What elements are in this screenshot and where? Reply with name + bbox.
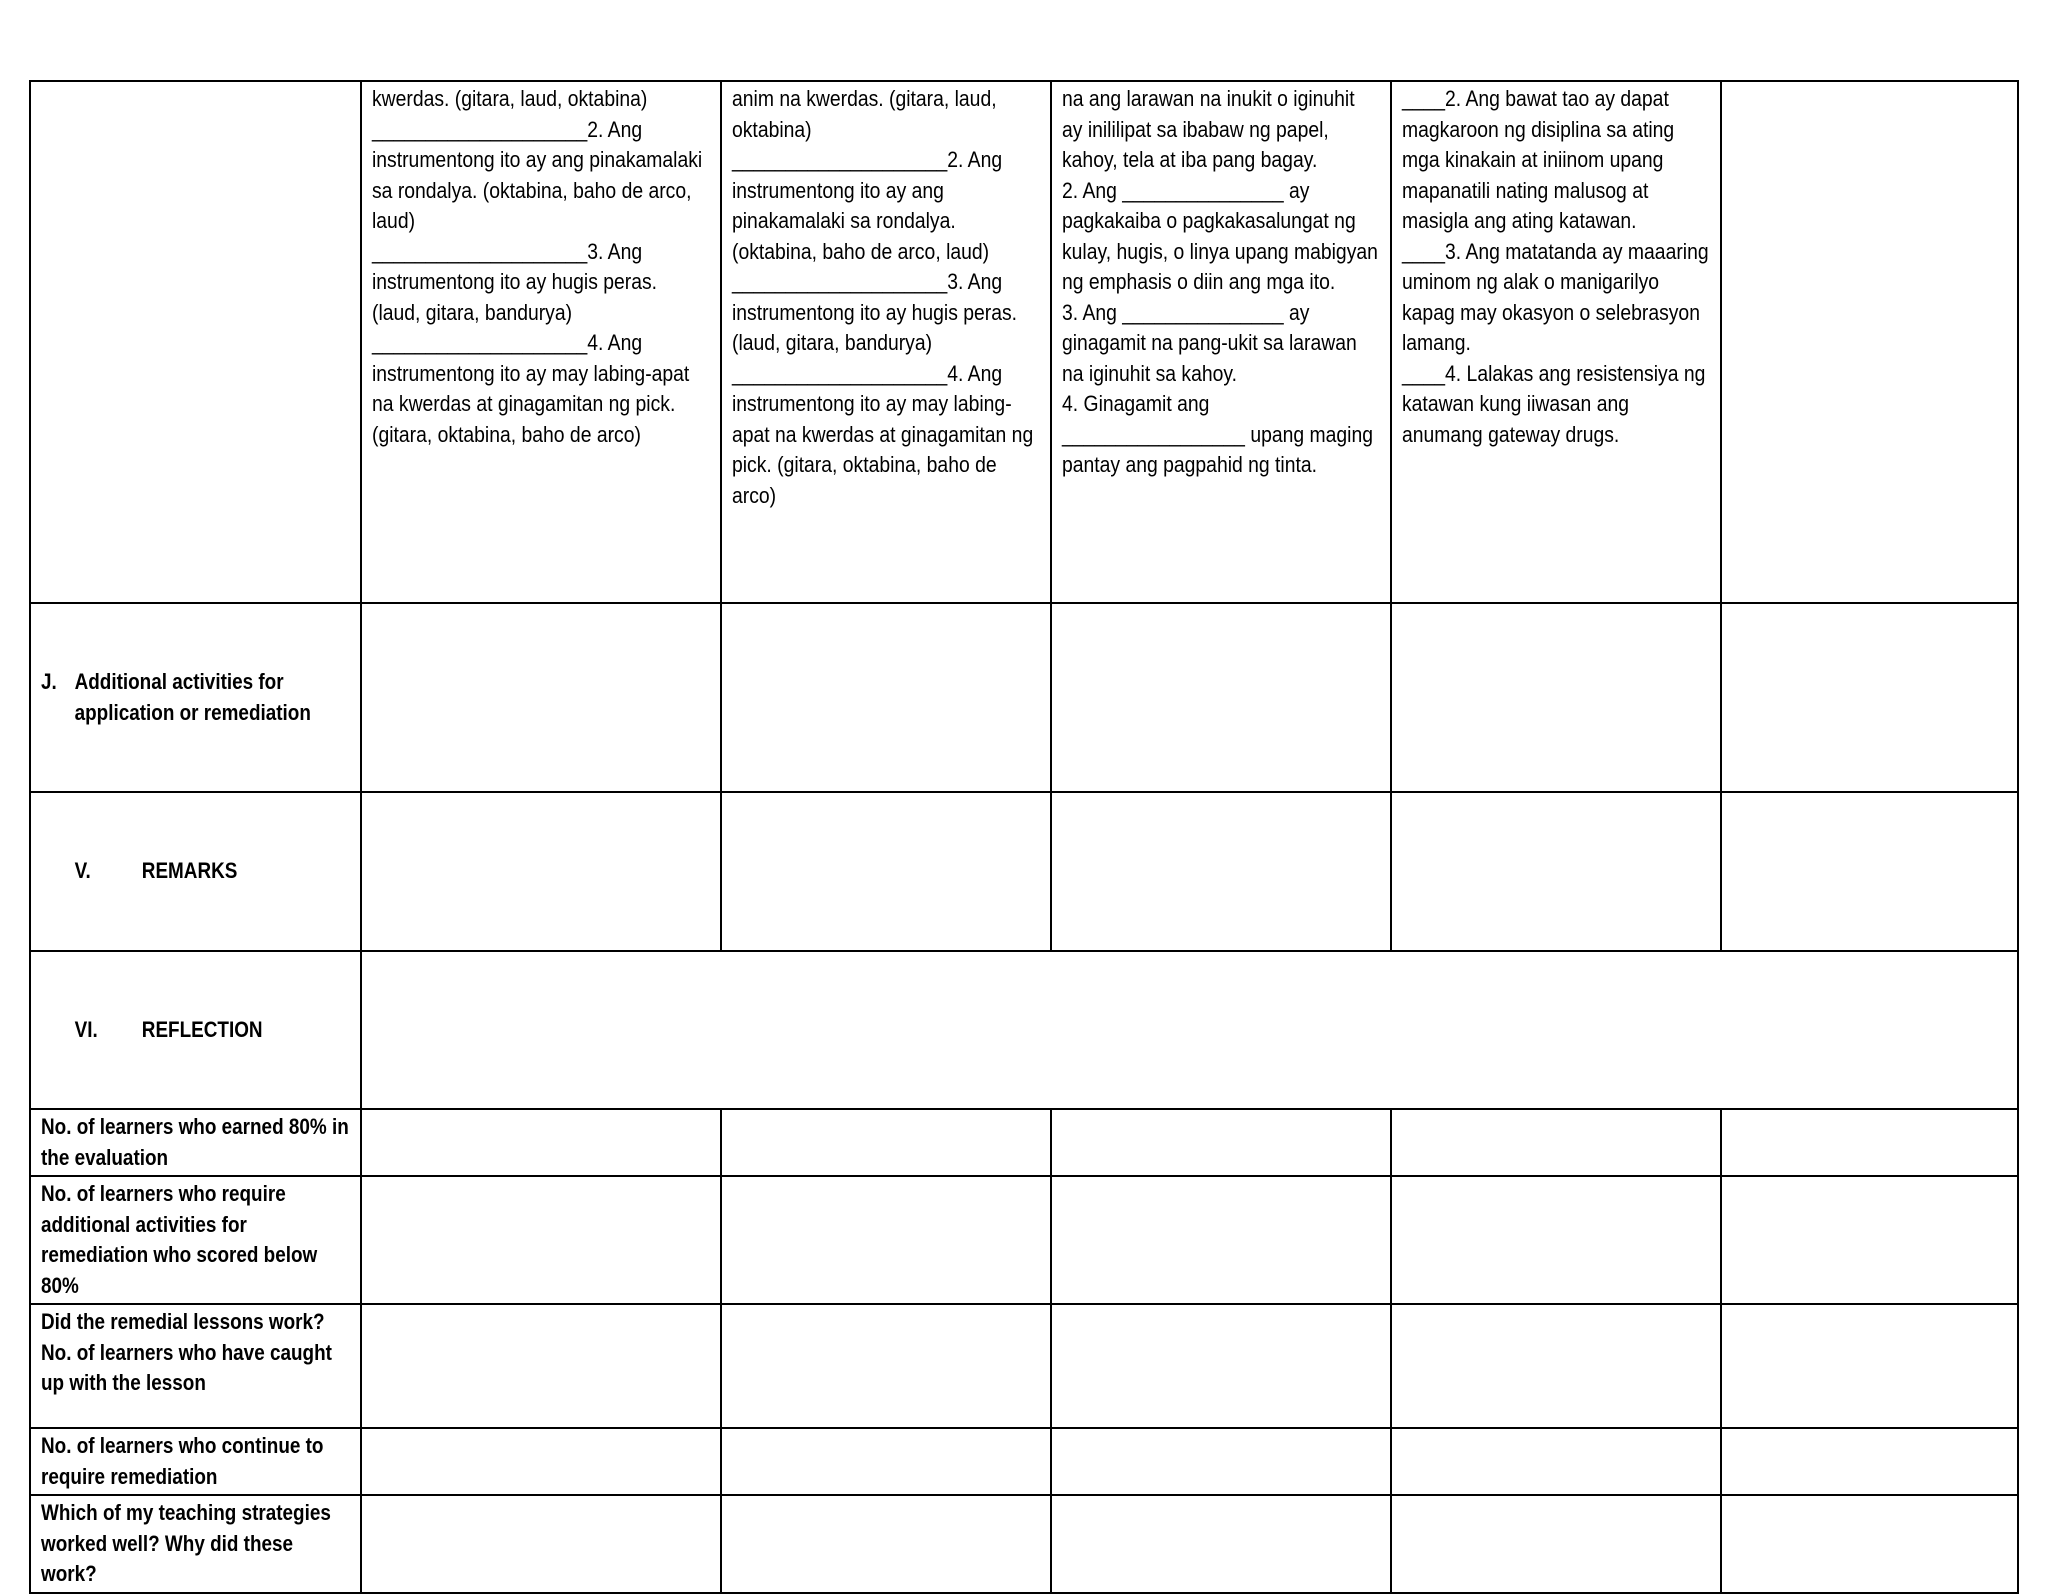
empty-cell: [1051, 1109, 1391, 1176]
empty-cell: [721, 1495, 1051, 1593]
empty-cell: [721, 792, 1051, 951]
reflection-row: [30, 1109, 2018, 1176]
reflection-row: [30, 1495, 2018, 1593]
empty-cell: [1391, 1304, 1721, 1428]
content-cell-day-2: anim na kwerdas. (gitara, laud, oktabina) ____________________2. Ang instrumentong ito ay ang pinakamalaki sa rondalya. (oktabina, baho de arco, laud) ____________________3. Ang instrumentong ito ay hugis peras. (laud, gitara, bandurya) ____________________4. Ang instrumentong ito ay may labing-apat na kwerdas at ginagamitan ng pick. (gitara, oktabina, baho de arco): [721, 81, 1051, 603]
reflection-row: [30, 1304, 2018, 1428]
empty-cell: [1721, 1428, 2018, 1495]
reflection-merged-cell: [361, 951, 2018, 1110]
empty-cell: [1391, 603, 1721, 792]
reflection-question: No. of learners who continue to require remediation: [30, 1428, 361, 1495]
empty-cell: [1721, 1176, 2018, 1304]
empty-cell: [1051, 603, 1391, 792]
reflection-header-row: [30, 951, 2018, 1110]
empty-cell: [1721, 1304, 2018, 1428]
assessment-content-row: [30, 81, 2018, 603]
reflection-question: No. of learners who earned 80% in the evaluation: [30, 1109, 361, 1176]
empty-cell: [721, 603, 1051, 792]
section-number: VI.: [74, 1016, 98, 1042]
section-title: REMARKS: [141, 858, 238, 883]
daily-lesson-log-table: [29, 80, 2019, 1594]
section-title: Additional activities for application or remediation: [74, 669, 311, 725]
row-label-cell: [30, 81, 361, 603]
empty-cell: [1051, 1304, 1391, 1428]
empty-cell: [361, 603, 721, 792]
reflection-label: [30, 951, 361, 1110]
empty-cell: [1051, 1428, 1391, 1495]
additional-activities-label: [30, 603, 361, 792]
content-cell-day-4: ____2. Ang bawat tao ay dapat magkaroon ng disiplina sa ating mga kinakain at iniinom upang mapanatili nating malusog at masigla ang ating katawan. ____3. Ang matatanda ay maaaring uminom ng alak o manigarilyo kapag may okasyon o selebrasyon lamang. ____4. Lalakas ang resistensiya ng katawan kung iiwasan ang anumang gateway drugs.: [1391, 81, 1721, 603]
section-number: V.: [74, 858, 91, 883]
empty-cell: [361, 1428, 721, 1495]
empty-cell: [1721, 792, 2018, 951]
empty-cell: [1391, 1176, 1721, 1304]
empty-cell: [1051, 1495, 1391, 1593]
empty-cell: [1391, 1428, 1721, 1495]
content-cell-day-3: na ang larawan na inukit o iginuhit ay inililipat sa ibabaw ng papel, kahoy, tela at iba pang bagay. 2. Ang _______________ ay pagkakaiba o pagkakasalungat ng kulay, hugis, o linya upang mabigyan ng emphasis o diin ang mga ito. 3. Ang _______________ ay ginagamit na pang-ukit sa larawan na iginuhit sa kahoy. 4. Ginagamit ang _________________ upang maging pantay ang pagpahid ng tinta.: [1051, 81, 1391, 603]
reflection-question: Did the remedial lessons work? No. of learners who have caught up with the lesson: [30, 1304, 361, 1428]
empty-cell: [1721, 603, 2018, 792]
empty-cell: [361, 1495, 721, 1593]
additional-activities-row: [30, 603, 2018, 792]
empty-cell: [361, 1176, 721, 1304]
content-cell-day-1: kwerdas. (gitara, laud, oktabina) ____________________2. Ang instrumentong ito ay ang pinakamalaki sa rondalya. (oktabina, baho de arco, laud) ____________________3. Ang instrumentong ito ay hugis peras. (laud, gitara, bandurya) ____________________4. Ang instrumentong ito ay may labing-apat na kwerdas at ginagamitan ng pick. (gitara, oktabina, baho de arco): [361, 81, 721, 603]
empty-cell: [361, 792, 721, 951]
empty-cell: [1051, 1176, 1391, 1304]
empty-cell: [1051, 792, 1391, 951]
section-title: REFLECTION: [141, 1016, 263, 1042]
reflection-question: No. of learners who require additional activities for remediation who scored below 80%: [30, 1176, 361, 1304]
empty-cell: [1721, 1495, 2018, 1593]
empty-cell: [1391, 792, 1721, 951]
content-cell-day-5: [1721, 81, 2018, 603]
empty-cell: [721, 1304, 1051, 1428]
remarks-row: [30, 792, 2018, 951]
empty-cell: [1391, 1495, 1721, 1593]
empty-cell: [1721, 1109, 2018, 1176]
remarks-label: [30, 792, 361, 951]
empty-cell: [361, 1109, 721, 1176]
reflection-question: Which of my teaching strategies worked well? Why did these work?: [30, 1495, 361, 1593]
section-letter: J.: [41, 669, 57, 694]
reflection-row: [30, 1176, 2018, 1304]
empty-cell: [721, 1428, 1051, 1495]
empty-cell: [721, 1109, 1051, 1176]
empty-cell: [361, 1304, 721, 1428]
empty-cell: [1391, 1109, 1721, 1176]
reflection-row: [30, 1428, 2018, 1495]
empty-cell: [721, 1176, 1051, 1304]
